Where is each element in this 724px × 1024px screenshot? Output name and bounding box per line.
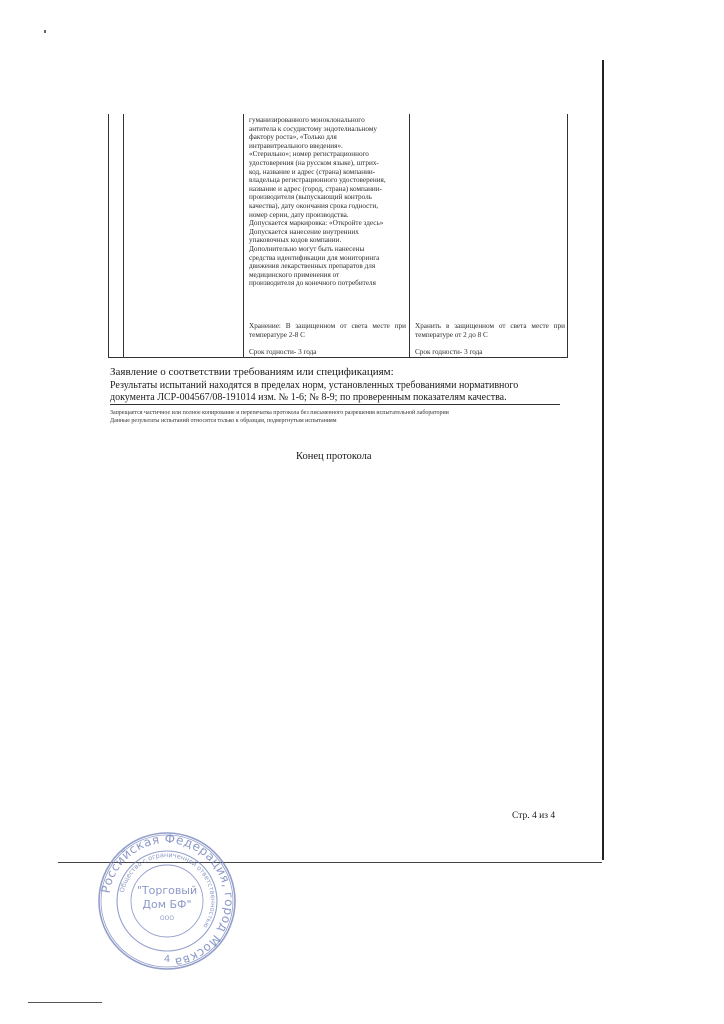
end-of-protocol: Конец протокола <box>296 451 372 462</box>
disclaimer-line: Запрещается частичное или полное копирование и перепечатка протокола без письменного разрешения испытательной лаборатории <box>110 410 449 416</box>
seal-center-line: "Торговый <box>136 884 198 897</box>
statement-line: документа ЛСР-004567/08-191014 изм. № 1-6; № 8-9; по проверенным показателям качества. <box>110 392 560 405</box>
page-right-border <box>602 60 604 860</box>
storage-requirement: Хранение: В защищенном от света месте при температуре 2-8 С <box>249 322 406 339</box>
storage-result: Хранить в защищенном от света месте при температуре от 2 до 8 С <box>415 322 565 339</box>
seal-center-line: Дом БФ" <box>142 898 192 911</box>
labeling-requirement-text: гуманизированного моноклонального антитела к сосудистому эндотелиальному фактору роста», «Только для интравитреального введения». «Стерильно»; номер регистрационного удостоверения (на русском языке), штрих- код, название и адрес (страна) компании- владельца регистрационного удостоверения, название и адрес (город, страна) компании- производителя (выпускающий контроль качества), дату окончания срока годности, номер серии, дату производства. Допускается маркировка: «Откройте здесь» Допускается нанесение внутренних упаковочных кодов компании. Дополнительно могут быть нанесены средства идентификации для мониторинга движения лекарственных препаратов для медицинского применения от производителя до конечного потребителя <box>249 116 386 288</box>
statement-heading: Заявление о соответствии требованиям или спецификациям: <box>110 366 394 378</box>
disclaimer <box>110 409 565 425</box>
table-column-divider <box>123 114 124 357</box>
seal-number: 4 <box>163 954 171 965</box>
disclaimer-line: Данные результаты испытаний относятся только к образцам, подвергнутым испытаниям <box>110 418 337 424</box>
shelf-life-requirement: Срок годности- 3 года <box>249 348 317 356</box>
footer-rule <box>28 1002 102 1003</box>
specification-table <box>108 114 568 358</box>
seal-center-line: ООО <box>159 915 175 922</box>
company-seal <box>96 830 238 972</box>
table-column-divider <box>409 114 410 357</box>
corner-mark <box>44 30 46 33</box>
seal-outer-text: Российская Федерация, город Москва <box>98 831 237 970</box>
page-number: Стр. 4 из 4 <box>512 811 556 821</box>
statement-line: Результаты испытаний находятся в пределах норм, установленных требованиями нормативного <box>110 380 519 391</box>
shelf-life-result: Срок годности- 3 года <box>415 348 483 356</box>
table-column-divider <box>243 114 244 357</box>
statement-body <box>110 380 560 405</box>
seal-inner-text: Общество с ограниченной ответственностью <box>117 850 218 930</box>
